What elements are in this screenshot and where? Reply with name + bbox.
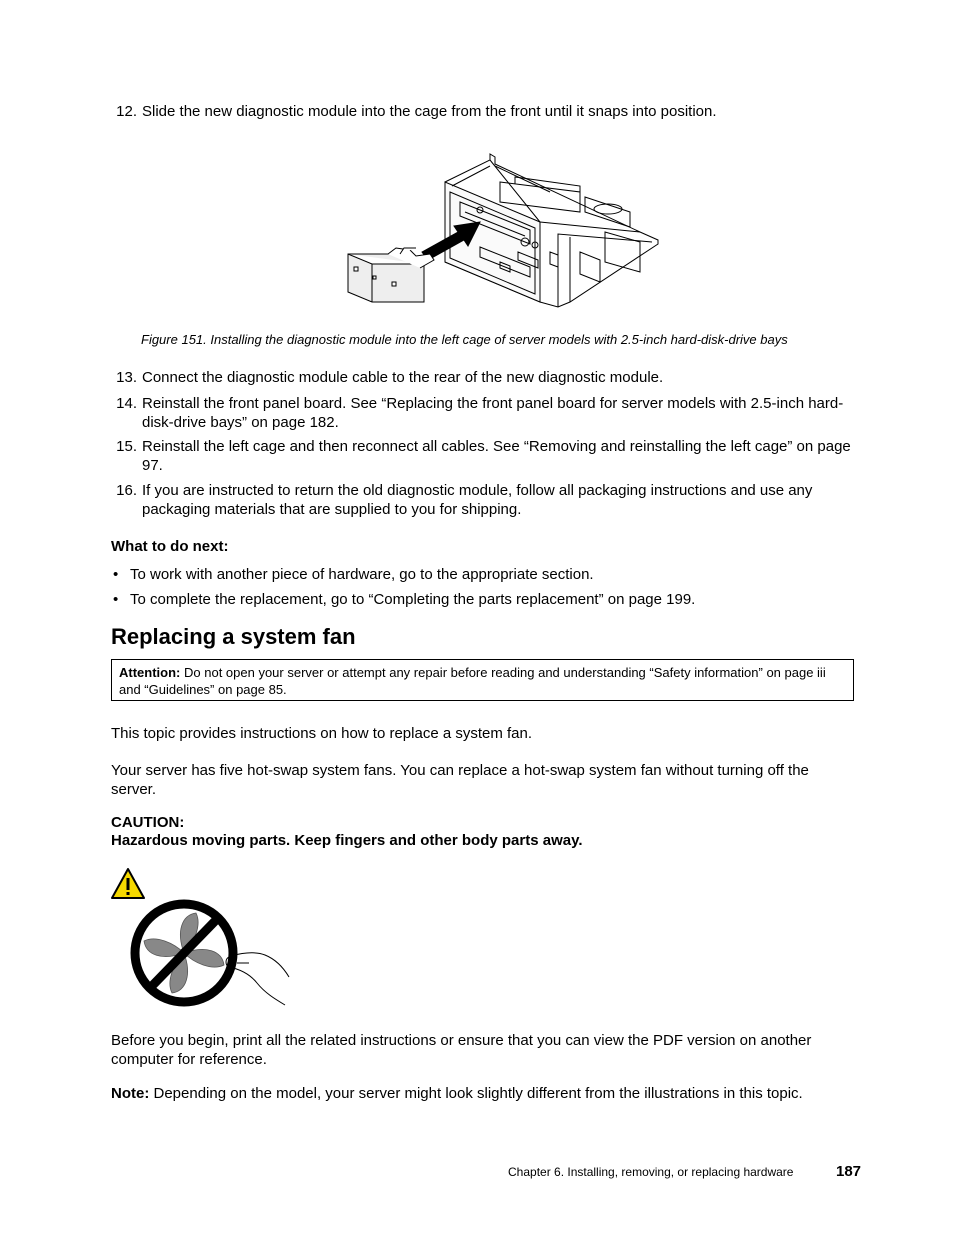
step-12 <box>111 102 856 121</box>
step-15 <box>111 437 856 475</box>
page-number: 187 <box>836 1163 862 1180</box>
note-text: Depending on the model, your server might look slightly different from the illustrations in this topic. <box>153 1085 803 1102</box>
step-number: 16. <box>116 482 137 499</box>
bullet-text: To complete the replacement, go to “Completing the parts replacement” on page 199. <box>130 591 696 608</box>
caution-text: Hazardous moving parts. Keep fingers and other body parts away. <box>111 832 583 849</box>
step-13 <box>111 368 856 387</box>
caution-label: CAUTION: <box>111 814 185 831</box>
step-text: If you are instructed to return the old diagnostic module, follow all packaging instructions and use any packaging materials that are supplied to you for shipping. <box>142 482 813 518</box>
note-paragraph <box>111 1084 851 1103</box>
bullet-text: To work with another piece of hardware, go to the appropriate section. <box>130 566 594 583</box>
before-paragraph: Before you begin, print all the related instructions or ensure that you can view the PDF version on another computer for reference. <box>111 1032 812 1068</box>
next-heading: What to do next: <box>111 538 229 555</box>
step-text: Reinstall the front panel board. See “Replacing the front panel board for server models with 2.5-inch hard-disk-drive bays” on page 182. <box>142 395 844 431</box>
next-bullet: • To complete the replacement, go to “Completing the parts replacement” on page 199. <box>113 591 696 608</box>
footer-chapter: Chapter 6. Installing, removing, or replacing hardware <box>508 1165 794 1179</box>
attention-text: Do not open your server or attempt any repair before reading and understanding “Safety information” on page iii and “Guidelines” on page 85. <box>119 665 826 697</box>
step-number: 12. <box>116 103 137 120</box>
step-16 <box>111 481 856 519</box>
step-number: 14. <box>116 395 137 412</box>
step-text: Reinstall the left cage and then reconnect all cables. See “Removing and reinstalling the left cage” on page 97. <box>142 438 851 474</box>
hotswap-paragraph: Your server has five hot-swap system fans. You can replace a hot-swap system fan without turning off the server. <box>111 762 809 798</box>
intro-paragraph: This topic provides instructions on how to replace a system fan. <box>111 725 533 742</box>
warning-triangle-icon <box>110 867 146 900</box>
diagnostic-module-illustration <box>340 152 665 312</box>
step-text: Slide the new diagnostic module into the cage from the front until it snaps into position. <box>142 103 717 120</box>
attention-label: Attention: <box>119 665 181 680</box>
step-14 <box>111 394 856 432</box>
attention-box <box>111 659 854 701</box>
moving-fan-hazard-icon <box>125 897 295 1009</box>
step-text: Connect the diagnostic module cable to the rear of the new diagnostic module. <box>142 369 664 386</box>
section-title: Replacing a system fan <box>111 624 356 649</box>
figure-caption: Figure 151. Installing the diagnostic module into the left cage of server models with 2.5-inch hard-disk-drive bays <box>141 332 788 347</box>
next-bullet: • To work with another piece of hardware, go to the appropriate section. <box>113 566 594 583</box>
step-number: 15. <box>116 438 137 455</box>
note-label: Note: <box>111 1085 150 1102</box>
step-number: 13. <box>116 369 137 386</box>
